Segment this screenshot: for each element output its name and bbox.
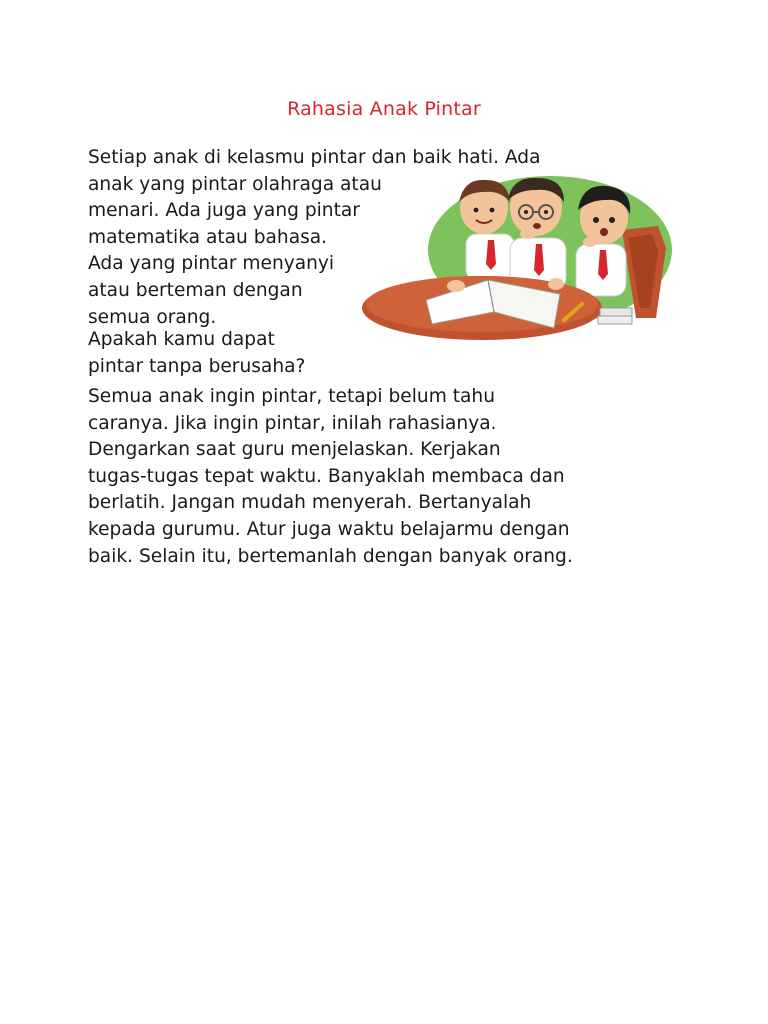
paragraph-2: [88, 327, 305, 380]
paragraph-line: menari. Ada juga yang pintar: [88, 200, 360, 222]
paragraph-line: Ada yang pintar menyanyi: [88, 253, 335, 275]
paragraph-line: baik. Selain itu, bertemanlah dengan banyak orang.: [88, 545, 573, 567]
paragraph-line: semua orang.: [88, 306, 217, 328]
paragraph-line: Dengarkan saat guru menjelaskan. Kerjakan: [88, 439, 501, 461]
paragraph-line: pintar tanpa berusaha?: [88, 355, 306, 377]
paragraph-line: anak yang pintar olahraga atau: [88, 173, 382, 195]
paragraph-line: caranya. Jika ingin pintar, inilah rahasianya.: [88, 412, 497, 434]
paragraph-3: [88, 384, 573, 570]
page-title: Rahasia Anak Pintar: [287, 98, 481, 120]
paragraph-line: berlatih. Jangan mudah menyerah. Bertanyalah: [88, 492, 532, 514]
paragraph-line: tugas-tugas tepat waktu. Banyaklah membaca dan: [88, 465, 565, 487]
paragraph-line: matematika atau bahasa.: [88, 226, 328, 248]
paragraph-line: atau berteman dengan: [88, 279, 303, 301]
paragraph-line: kepada gurumu. Atur juga waktu belajarmu dengan: [88, 518, 570, 540]
paragraph-line: Setiap anak di kelasmu pintar dan baik hati. Ada: [88, 147, 541, 168]
paragraph-line: Apakah kamu dapat: [88, 329, 275, 350]
paragraph-line: Semua anak ingin pintar, tetapi belum tahu: [88, 386, 495, 407]
book-stack: [598, 308, 632, 324]
three-students-reading-book-illustration: [360, 168, 675, 346]
